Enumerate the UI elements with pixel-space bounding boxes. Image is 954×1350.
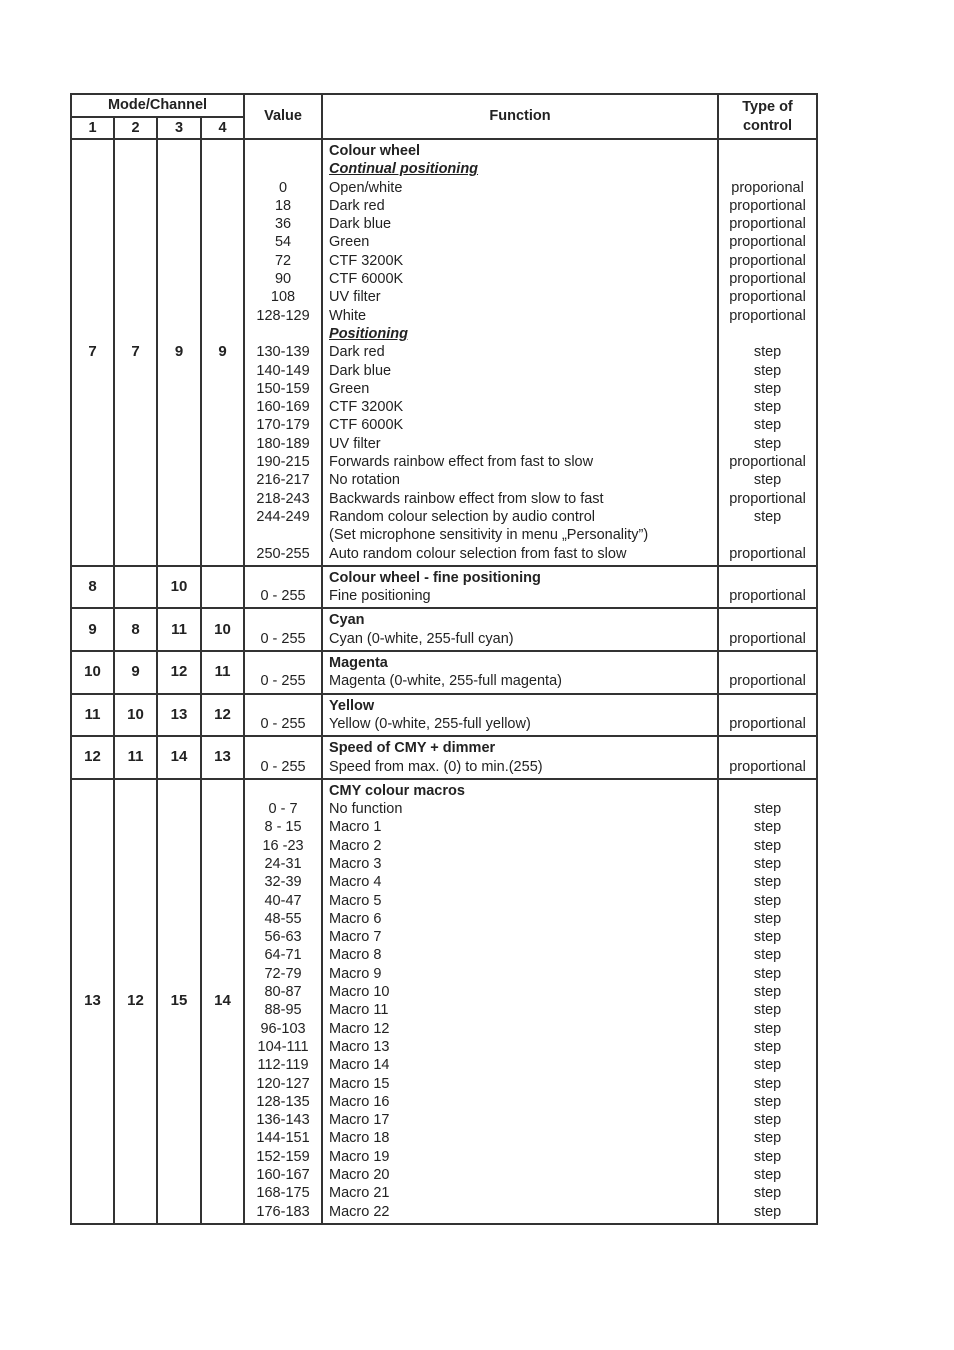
function-line: Macro 14: [329, 1057, 390, 1074]
value-line: 56-63: [264, 929, 302, 946]
type-line: step: [753, 910, 782, 927]
value-line: 0 - 255: [260, 588, 306, 605]
type-line: proportional: [729, 630, 806, 647]
type-header-line1: Type of: [742, 99, 793, 116]
type-line: step: [753, 874, 782, 891]
function-line: Macro 4: [329, 874, 382, 891]
function-line: Continual positioning: [329, 161, 479, 178]
type-line: step: [753, 1185, 782, 1202]
function-cell: [322, 139, 718, 566]
type-line: proportional: [729, 307, 806, 324]
type-line: proportional: [729, 673, 806, 690]
mode-1-header: 1: [71, 117, 114, 139]
function-line: Magenta: [329, 655, 388, 672]
type-line: step: [753, 1148, 782, 1165]
value-line: 170-179: [256, 417, 310, 434]
function-line: Macro 13: [329, 1038, 390, 1055]
type-line: step: [753, 1057, 782, 1074]
function-line: Macro 21: [329, 1185, 390, 1202]
type-line: [719, 611, 816, 629]
type-of-control-header: [718, 94, 817, 139]
function-line: Macro 10: [329, 984, 390, 1001]
value-line: 16 -23: [262, 837, 304, 854]
type-cell: [718, 651, 817, 694]
value-line: 112-119: [257, 1057, 309, 1074]
channel-mode-3: 15: [157, 779, 201, 1224]
value-line: 128-135: [256, 1093, 310, 1110]
value-line: 250-255: [256, 545, 310, 562]
value-line: 48-55: [264, 910, 302, 927]
type-line: step: [753, 1130, 782, 1147]
type-line: proportional: [729, 271, 806, 288]
function-line: Magenta (0-white, 255-full magenta): [329, 673, 562, 690]
function-line: Macro 12: [329, 1020, 390, 1037]
type-cell: [718, 139, 817, 566]
value-line: 72-79: [264, 965, 302, 982]
value-header: Value: [244, 94, 322, 139]
channel-mode-4: 12: [201, 694, 244, 737]
mode-channel-header: Mode/Channel: [71, 94, 244, 117]
table-row: [71, 608, 817, 651]
table-row: [71, 736, 817, 779]
value-line: [245, 739, 321, 757]
value-cell: [244, 139, 322, 566]
type-cell: [718, 566, 817, 609]
type-line: proportional: [729, 758, 806, 775]
function-line: Open/white: [329, 179, 403, 196]
type-line: [719, 697, 816, 715]
value-line: 216-217: [256, 472, 310, 489]
value-line: 0 - 255: [260, 630, 306, 647]
function-line: Yellow (0-white, 255-full yellow): [329, 715, 531, 732]
type-line: step: [753, 417, 782, 434]
type-line: step: [753, 984, 782, 1001]
value-cell: [244, 779, 322, 1224]
type-line: [719, 569, 816, 587]
channel-mode-2: 11: [114, 736, 157, 779]
channel-mode-3: 11: [157, 608, 201, 651]
function-line: Colour wheel: [329, 143, 421, 159]
function-line: Auto random colour selection from fast to slow: [329, 545, 627, 562]
value-line: [245, 654, 321, 672]
type-line: step: [753, 380, 782, 397]
channel-mode-2: 12: [114, 779, 157, 1224]
function-line: Cyan: [329, 612, 365, 629]
channel-mode-3: 13: [157, 694, 201, 737]
channel-mode-1: 9: [71, 608, 114, 651]
table-row: [71, 694, 817, 737]
value-line: 24-31: [264, 855, 302, 872]
function-line: Macro 7: [329, 929, 382, 946]
mode-2-header: 2: [114, 117, 157, 139]
value-line: 0: [278, 179, 288, 196]
value-cell: [244, 736, 322, 779]
function-line: Green: [329, 234, 370, 251]
value-line: 8 - 15: [264, 819, 302, 836]
type-line: step: [753, 1167, 782, 1184]
value-line: 54: [274, 234, 292, 251]
type-line: proportional: [729, 197, 806, 214]
function-line: Positioning: [329, 325, 408, 342]
function-line: Colour wheel - fine positioning: [329, 569, 541, 586]
dmx-channel-table: [70, 93, 818, 1225]
type-cell: [718, 608, 817, 651]
function-line: Fine positioning: [329, 588, 431, 605]
function-cell: [322, 566, 718, 609]
value-line: 130-139: [256, 344, 310, 361]
function-line: Speed of CMY + dimmer: [329, 740, 496, 757]
value-line: 152-159: [256, 1148, 310, 1165]
channel-mode-2: 8: [114, 608, 157, 651]
type-line: step: [753, 819, 782, 836]
value-line: [245, 697, 321, 715]
value-line: 0 - 255: [260, 673, 306, 690]
value-line: [245, 782, 321, 800]
type-line: step: [753, 1203, 782, 1220]
type-header-line2: control: [742, 117, 793, 134]
value-line: 168-175: [256, 1185, 310, 1202]
value-line: 176-183: [256, 1203, 310, 1220]
type-line: [719, 654, 816, 672]
type-line: proportional: [729, 216, 806, 233]
mode-3-header: 3: [157, 117, 201, 139]
function-line: Macro 11: [329, 1002, 389, 1019]
function-line: Cyan (0-white, 255-full cyan): [329, 630, 514, 647]
value-line: 150-159: [256, 380, 310, 397]
table-row: [71, 651, 817, 694]
value-line: 144-151: [256, 1130, 310, 1147]
channel-mode-4: 14: [201, 779, 244, 1224]
type-line: step: [753, 472, 782, 489]
type-line: [719, 325, 816, 343]
function-line: White: [329, 307, 367, 324]
value-line: 64-71: [264, 947, 302, 964]
function-line: CTF 3200K: [329, 252, 404, 269]
channel-mode-1: 10: [71, 651, 114, 694]
channel-mode-2: [114, 566, 157, 609]
value-line: 88-95: [264, 1002, 302, 1019]
value-line: 96-103: [260, 1020, 306, 1037]
channel-mode-3: 12: [157, 651, 201, 694]
value-line: 32-39: [264, 874, 302, 891]
table-row: [71, 566, 817, 609]
type-line: proportional: [729, 490, 806, 507]
value-line: 18: [274, 197, 292, 214]
channel-mode-2: 10: [114, 694, 157, 737]
type-line: step: [753, 1093, 782, 1110]
value-line: 140-149: [256, 362, 310, 379]
value-line: 128-129: [256, 307, 310, 324]
value-line: 72: [274, 252, 292, 269]
type-line: step: [753, 1112, 782, 1129]
value-line: 40-47: [264, 892, 302, 909]
type-line: proportional: [729, 715, 806, 732]
channel-mode-1: 13: [71, 779, 114, 1224]
channel-mode-4: 9: [201, 139, 244, 566]
table-body: [71, 139, 817, 1224]
type-line: step: [753, 1075, 782, 1092]
function-cell: [322, 608, 718, 651]
function-line: Macro 22: [329, 1203, 390, 1220]
value-line: 160-167: [256, 1167, 310, 1184]
type-line: [719, 782, 816, 800]
function-line: Dark blue: [329, 362, 392, 379]
function-line: Macro 20: [329, 1167, 390, 1184]
channel-mode-2: 7: [114, 139, 157, 566]
value-line: 90: [274, 271, 292, 288]
value-line: 0 - 255: [260, 758, 306, 775]
channel-mode-1: 7: [71, 139, 114, 566]
type-cell: [718, 779, 817, 1224]
value-line: 120-127: [256, 1075, 310, 1092]
type-line: [719, 142, 816, 160]
channel-mode-1: 8: [71, 566, 114, 609]
type-cell: [718, 736, 817, 779]
type-line: step: [753, 362, 782, 379]
type-line: proportional: [729, 454, 806, 471]
header-row-top: [71, 94, 817, 117]
function-line: UV filter: [329, 435, 381, 452]
dmx-document: [70, 93, 816, 1225]
channel-mode-1: 11: [71, 694, 114, 737]
function-line: Yellow: [329, 697, 375, 714]
value-cell: [244, 651, 322, 694]
value-line: 36: [274, 216, 292, 233]
value-line: 244-249: [256, 508, 310, 525]
type-line: proportional: [729, 588, 806, 605]
type-cell: [718, 694, 817, 737]
function-line: CMY colour macros: [329, 782, 465, 799]
value-line: 136-143: [256, 1112, 310, 1129]
type-line: step: [753, 435, 782, 452]
function-line: Dark blue: [329, 216, 392, 233]
function-line: Macro 1: [329, 819, 382, 836]
type-line: proportional: [729, 545, 806, 562]
function-line: Macro 3: [329, 855, 382, 872]
function-line: Macro 18: [329, 1130, 390, 1147]
value-line: [245, 160, 321, 178]
value-line: 190-215: [256, 454, 310, 471]
function-line: Macro 6: [329, 910, 382, 927]
function-line: Backwards rainbow effect from slow to fast: [329, 490, 604, 507]
value-line: [245, 526, 321, 544]
mode-4-header: 4: [201, 117, 244, 139]
type-line: step: [753, 801, 782, 818]
function-cell: [322, 694, 718, 737]
type-line: step: [753, 929, 782, 946]
function-line: No function: [329, 801, 403, 818]
type-line: [719, 160, 816, 178]
function-line: Random colour selection by audio control: [329, 508, 596, 525]
type-line: step: [753, 508, 782, 525]
function-line: UV filter: [329, 289, 381, 306]
function-cell: [322, 779, 718, 1224]
channel-mode-1: 12: [71, 736, 114, 779]
type-line: proportional: [729, 234, 806, 251]
channel-mode-2: 9: [114, 651, 157, 694]
value-line: [245, 569, 321, 587]
function-line: Dark red: [329, 344, 385, 361]
channel-mode-4: 13: [201, 736, 244, 779]
value-line: [245, 325, 321, 343]
channel-mode-4: [201, 566, 244, 609]
function-line: CTF 6000K: [329, 271, 404, 288]
type-line: step: [753, 892, 782, 909]
function-line: CTF 3200K: [329, 399, 404, 416]
value-line: 0 - 255: [260, 715, 306, 732]
value-line: 108: [270, 289, 296, 306]
function-cell: [322, 736, 718, 779]
value-cell: [244, 566, 322, 609]
value-cell: [244, 694, 322, 737]
function-line: Macro 5: [329, 892, 382, 909]
value-line: [245, 611, 321, 629]
function-line: Macro 19: [329, 1148, 390, 1165]
value-line: 0 - 7: [268, 801, 298, 818]
type-line: step: [753, 1002, 782, 1019]
value-line: 180-189: [256, 435, 310, 452]
function-line: Macro 15: [329, 1075, 390, 1092]
function-line: Macro 2: [329, 837, 382, 854]
channel-mode-4: 11: [201, 651, 244, 694]
type-line: [719, 526, 816, 544]
table-row: [71, 779, 817, 1224]
type-line: step: [753, 399, 782, 416]
function-line: Macro 17: [329, 1112, 390, 1129]
channel-mode-4: 10: [201, 608, 244, 651]
type-line: step: [753, 947, 782, 964]
function-line: Macro 16: [329, 1093, 390, 1110]
function-line: Macro 9: [329, 965, 382, 982]
function-cell: [322, 651, 718, 694]
type-line: proporional: [731, 179, 804, 196]
type-line: step: [753, 1038, 782, 1055]
channel-mode-3: 9: [157, 139, 201, 566]
value-line: 160-169: [256, 399, 310, 416]
type-line: step: [753, 837, 782, 854]
function-line: Speed from max. (0) to min.(255): [329, 758, 543, 775]
type-line: step: [753, 855, 782, 872]
type-line: proportional: [729, 289, 806, 306]
table-row: [71, 139, 817, 566]
value-line: 80-87: [264, 984, 302, 1001]
function-line: Green: [329, 380, 370, 397]
function-line: (Set microphone sensitivity in menu „Personality”): [329, 527, 649, 544]
channel-mode-3: 10: [157, 566, 201, 609]
type-line: proportional: [729, 252, 806, 269]
function-line: CTF 6000K: [329, 417, 404, 434]
function-header: Function: [322, 94, 718, 139]
channel-mode-3: 14: [157, 736, 201, 779]
value-cell: [244, 608, 322, 651]
value-line: 104-111: [257, 1038, 309, 1055]
value-line: [245, 142, 321, 160]
function-line: Macro 8: [329, 947, 382, 964]
type-line: step: [753, 344, 782, 361]
type-line: step: [753, 965, 782, 982]
value-line: 218-243: [256, 490, 310, 507]
type-line: step: [753, 1020, 782, 1037]
function-line: Dark red: [329, 197, 385, 214]
type-line: [719, 739, 816, 757]
function-line: No rotation: [329, 472, 400, 489]
function-line: Forwards rainbow effect from fast to slow: [329, 454, 594, 471]
